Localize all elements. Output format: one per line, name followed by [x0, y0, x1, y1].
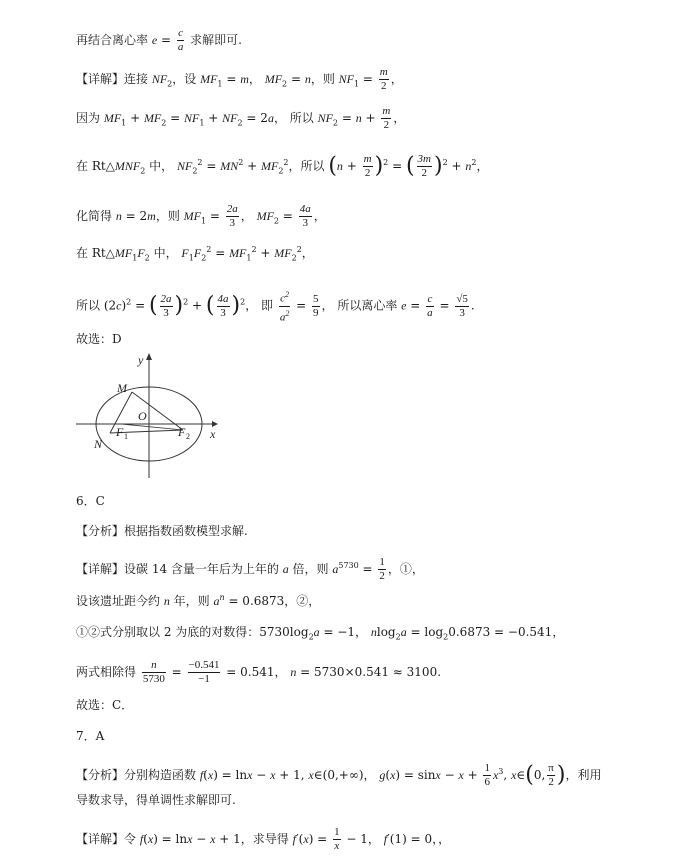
fraction: $\frac{5}{9}$: [313, 292, 319, 319]
segment-F1F2: [121, 424, 183, 430]
text-line-7: 所以 $(2c)^2$ = ( $\frac{2a}{3}$ )$^2$ + ( $\frac{4a}{3}$ )$^2$， 即 $\frac{c^2}{a^2}$ = $\frac{5}{9}$ ， 所以离心率 e = $\frac{c}{a}$ = $\frac{√5}{3}$ .: [76, 290, 475, 324]
fraction: $\frac{3m}{2}$: [417, 153, 431, 179]
text-line-3: 因为 $MF_1 + MF_2 = NF_1 + NF_2 = 2a$， 所以 $NF_2 = n$ + $\frac{m}{2}$ ，: [76, 105, 406, 131]
fraction: $\frac{2a}{3}$: [160, 292, 172, 319]
fraction: $\frac{c}{a}$: [177, 27, 184, 53]
fraction: $\frac{c}{a}$: [427, 292, 433, 319]
text-line-12: 设该遗址距今约 n 年，则 $a^n = 0.6873$，②，: [76, 593, 321, 608]
text-line-10: 【分析】根据指数函数模型求解.: [76, 524, 248, 538]
fraction: $\frac{1}{6}$: [484, 762, 490, 788]
y-axis-arrow: [146, 353, 152, 360]
text-line-4: 在 $Rt\triangle MNF_2$ 中， $NF_2^2 = MN^2 + MF_2^2$，所以 (n + $\frac{m}{2}$ )$^2$ = ( $\frac{3m}{2}$ )$^2 + n^2$，: [76, 153, 489, 179]
label-y: y: [138, 353, 144, 367]
label-F1-sub: 1: [124, 432, 128, 441]
text-line-9: 6．C: [76, 494, 105, 508]
fraction: $\frac{c^2}{a^2}$: [279, 290, 290, 324]
ellipse-figure: [72, 350, 242, 480]
label-F1: F: [116, 425, 124, 439]
fraction: $\frac{\pi}{2}$: [548, 762, 554, 788]
fraction: $\frac{m}{2}$: [382, 105, 391, 131]
fraction: $\frac{m}{2}$: [379, 66, 388, 92]
text-line-11: 【详解】设碳 14 含量一年后为上年的 a 倍，则 $a^{5730}$ = $\frac{1}{2}$ ，①，: [76, 556, 424, 582]
text-line-19: 【详解】令 f(x) = lnx − x + 1，求导得 f′(x) = $\frac{1}{x}$ − 1， f′(1) = 0，，: [76, 826, 451, 852]
text-line-5: 化简得 n = 2m，则 $MF_1$ = $\frac{2a}{3}$ ， $MF_2$ = $\frac{4a}{3}$ ，: [76, 203, 326, 229]
text-line-17: 【分析】分别构造函数 f(x) = lnx − x + 1, x∈(0,+∞)， g(x) = sinx − x + $\frac{1}{6}$ $x^3$, x∈(0, $\frac{\pi}{2}$ )，利用: [76, 762, 602, 788]
fraction: $\frac{4a}{3}$: [217, 292, 229, 319]
text-line-15: 故选：C．: [76, 698, 134, 712]
text-line-13: ①②式分别取以 2 为底的对数得：$5730\log_2a = -1$， $nlog_2a = \log_20.6873 = -0.541$，: [76, 625, 565, 642]
fraction: $\frac{1}{2}$: [379, 556, 385, 582]
fraction: $\frac{1}{x}$: [334, 826, 340, 852]
fraction: $\frac{4a}{3}$: [299, 203, 311, 229]
fraction: $\frac{2a}{3}$: [226, 203, 238, 229]
label-F2: F: [178, 425, 186, 439]
fraction: $\frac{-0.541}{-1}$: [188, 659, 220, 685]
text-line-6: 在 $Rt\triangle MF_1F_2$ 中， $F_1F_2^2 = MF_1^2 + MF_2^2$，: [76, 245, 314, 263]
fraction: $\frac{n}{5730}$: [142, 659, 165, 685]
text-line-18: 导数求导，得单调性求解即可.: [76, 793, 236, 807]
text-line-2: 【详解】连接 $NF_2$，设 $MF_1 = m$， $MF_2 = n$，则 $NF_1$ = $\frac{m}{2}$ ，: [76, 66, 403, 92]
label-O: O: [138, 409, 147, 423]
label-x: x: [210, 427, 216, 441]
text-line-14: 两式相除得 $\frac{n}{5730}$ = $\frac{-0.541}{-1}$ = 0.541， n = 5730×0.541 ≈ 3100.: [76, 659, 442, 685]
label-F2-sub: 2: [186, 432, 190, 441]
label-N: N: [94, 437, 103, 451]
fraction: $\frac{√5}{3}$: [456, 292, 468, 319]
text-line-1: 再结合离心率 e = $\frac{c}{a}$ 求解即可.: [76, 27, 242, 53]
label-M: M: [117, 381, 127, 395]
text-line-16: 7．A: [76, 729, 105, 743]
text-line-8: 故选：D: [76, 332, 122, 346]
fraction: $\frac{m}{2}$: [363, 153, 372, 179]
